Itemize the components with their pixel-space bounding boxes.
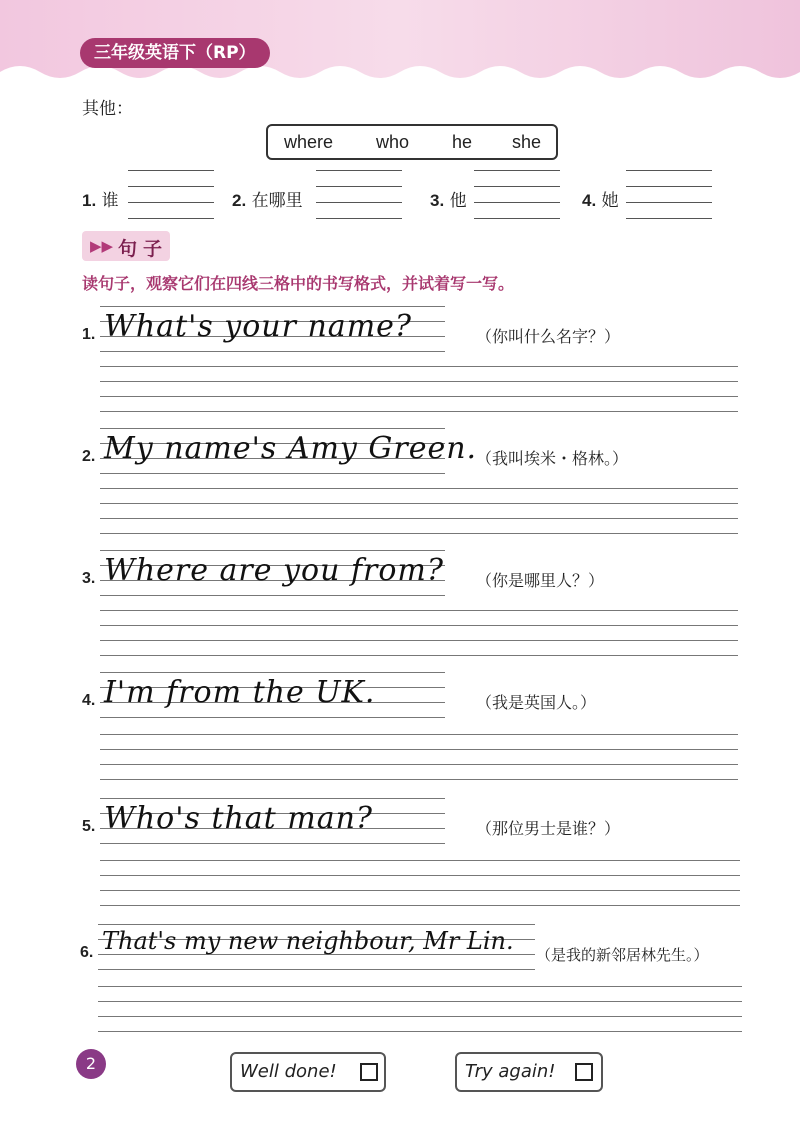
page-number: 2 (76, 1049, 106, 1079)
sentence-translation: （我是英国人。） (476, 693, 597, 712)
model-sentence: That's my new neighbour, Mr Lin. (102, 927, 514, 955)
writing-four-lines[interactable] (100, 610, 738, 656)
model-sentence: Where are you from? (104, 553, 444, 588)
section-title: 句子 (118, 238, 169, 260)
vocab-writing-lines[interactable] (128, 170, 214, 220)
sentence-number: 6. (80, 944, 94, 961)
writing-four-lines[interactable] (100, 488, 738, 534)
double-arrow-icon: ▶▶ (90, 237, 114, 255)
word-bank-item: she (512, 132, 542, 152)
well-done-box (230, 1052, 386, 1092)
vocab-writing-lines[interactable] (626, 170, 712, 220)
sentence-translation: （那位男士是谁？） (476, 819, 621, 838)
vocab-writing-lines[interactable] (316, 170, 402, 220)
model-sentence: What's your name? (104, 309, 412, 344)
vocab-item: 1. 谁 (82, 191, 119, 211)
word-bank-item: who (376, 132, 410, 152)
writing-four-lines[interactable] (98, 986, 742, 1032)
well-done-label: Well done! (240, 1061, 337, 1082)
sentence-number: 5. (82, 818, 96, 835)
well-done-checkbox[interactable] (360, 1063, 378, 1081)
sentence-translation: （是我的新邻居林先生。） (536, 946, 709, 964)
word-bank (266, 124, 558, 160)
sentence-number: 4. (82, 692, 96, 709)
writing-four-lines[interactable] (100, 734, 738, 780)
model-sentence: I'm from the UK. (104, 675, 376, 710)
try-again-box (455, 1052, 603, 1092)
section-header (82, 231, 170, 261)
vocab-item: 4. 她 (582, 191, 619, 211)
sentence-translation: （我叫埃米・格林。） (476, 449, 629, 468)
model-sentence: My name's Amy Green. (104, 431, 478, 466)
sentence-number: 2. (82, 448, 96, 465)
vocab-item: 2. 在哪里 (232, 191, 303, 211)
sentence-translation: （你叫什么名字？） (476, 327, 621, 346)
vocab-item: 3. 他 (430, 191, 467, 211)
vocab-writing-lines[interactable] (474, 170, 560, 220)
try-again-label: Try again! (465, 1061, 556, 1082)
writing-four-lines[interactable] (100, 366, 738, 412)
sentence-translation: （你是哪里人？） (476, 571, 605, 590)
word-bank-item: where (284, 132, 334, 152)
section-instruction: 读句子，观察它们在四线三格中的书写格式，并试着写一写。 (82, 274, 515, 293)
book-title: 三年级英语下（RP） (80, 38, 270, 68)
sentence-number: 1. (82, 326, 96, 343)
writing-four-lines[interactable] (100, 860, 740, 906)
model-sentence: Who's that man? (104, 801, 373, 836)
word-bank-item: he (452, 132, 473, 152)
sentence-number: 3. (82, 570, 96, 587)
others-label: 其他： (82, 99, 133, 119)
try-again-checkbox[interactable] (575, 1063, 593, 1081)
